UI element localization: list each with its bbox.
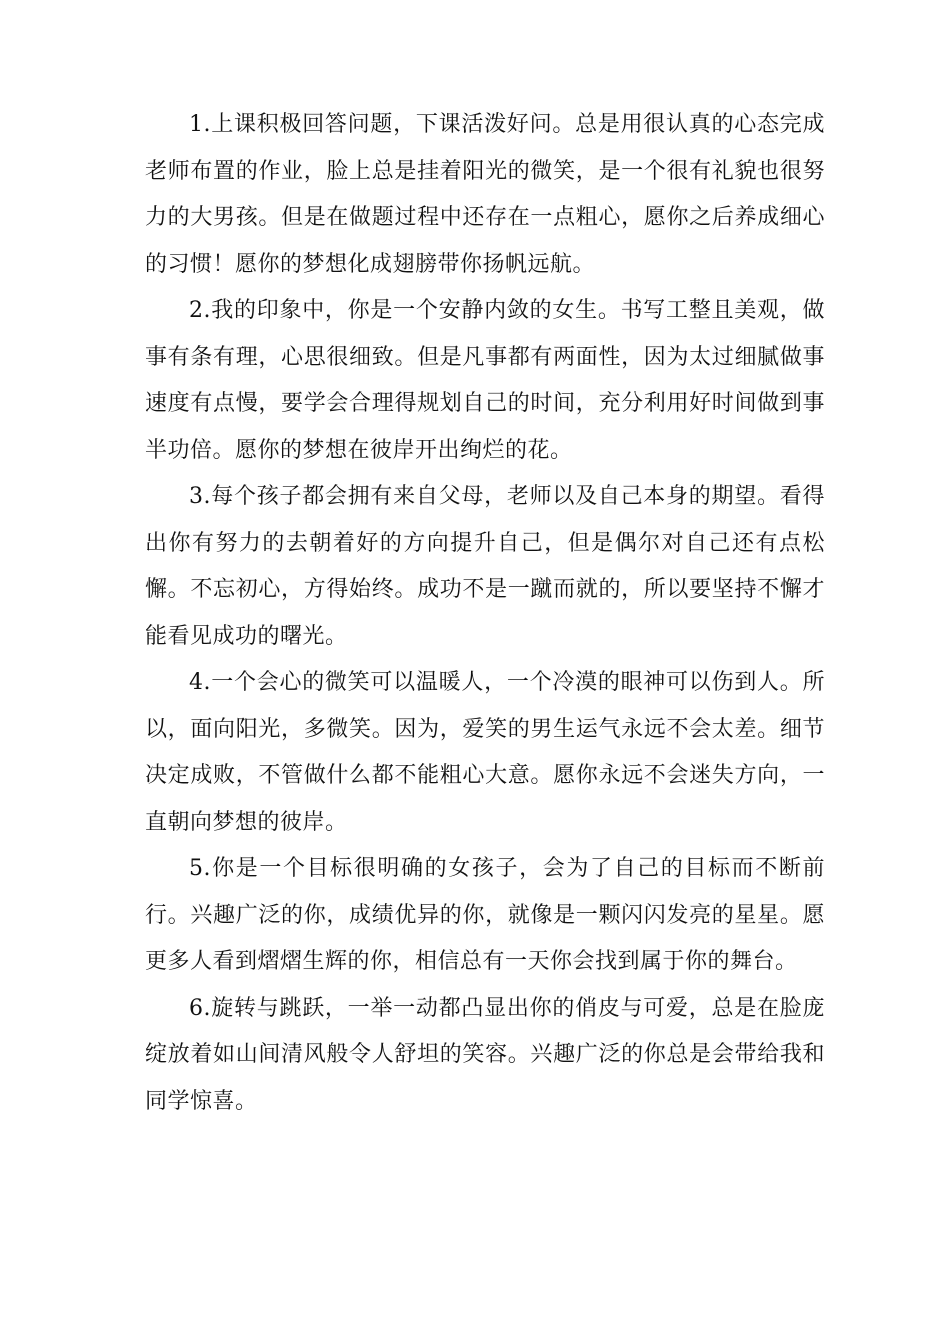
paragraph-3: 3.每个孩子都会拥有来自父母，老师以及自己本身的期望。看得出你有努力的去朝着好的方向提升自己，但是偶尔对自己还有点松懈。不忘初心，方得始终。成功不是一蹴而就的，所以要坚持不懈才能看见成功的曙光。	[145, 484, 825, 649]
paragraph-2: 2.我的印象中，你是一个安静内敛的女生。书写工整且美观，做事有条有理，心思很细致。但是凡事都有两面性，因为太过细腻做事速度有点慢，要学会合理得规划自己的时间，充分利用好时间做到事半功倍。愿你的梦想在彼岸开出绚烂的花。	[145, 298, 825, 463]
paragraph-6: 6.旋转与跳跃，一举一动都凸显出你的俏皮与可爱，总是在脸庞绽放着如山间清风般令人舒坦的笑容。兴趣广泛的你总是会带给我和同学惊喜。	[145, 995, 825, 1114]
paragraph-1: 1.上课积极回答问题，下课活泼好问。总是用很认真的心态完成老师布置的作业，脸上总是挂着阳光的微笑，是一个很有礼貌也很努力的大男孩。但是在做题过程中还存在一点粗心，愿你之后养成细心的习惯！愿你的梦想化成翅膀带你扬帆远航。	[145, 112, 825, 277]
paragraph-4: 4.一个会心的微笑可以温暖人，一个冷漠的眼神可以伤到人。所以，面向阳光，多微笑。因为，爱笑的男生运气永远不会太差。细节决定成败，不管做什么都不能粗心大意。愿你永远不会迷失方向，一直朝向梦想的彼岸。	[145, 670, 825, 835]
document-body	[145, 102, 825, 1125]
paragraph-5: 5.你是一个目标很明确的女孩子，会为了自己的目标而不断前行。兴趣广泛的你，成绩优异的你，就像是一颗闪闪发亮的星星。愿更多人看到熠熠生辉的你，相信总有一天你会找到属于你的舞台。	[145, 856, 825, 974]
